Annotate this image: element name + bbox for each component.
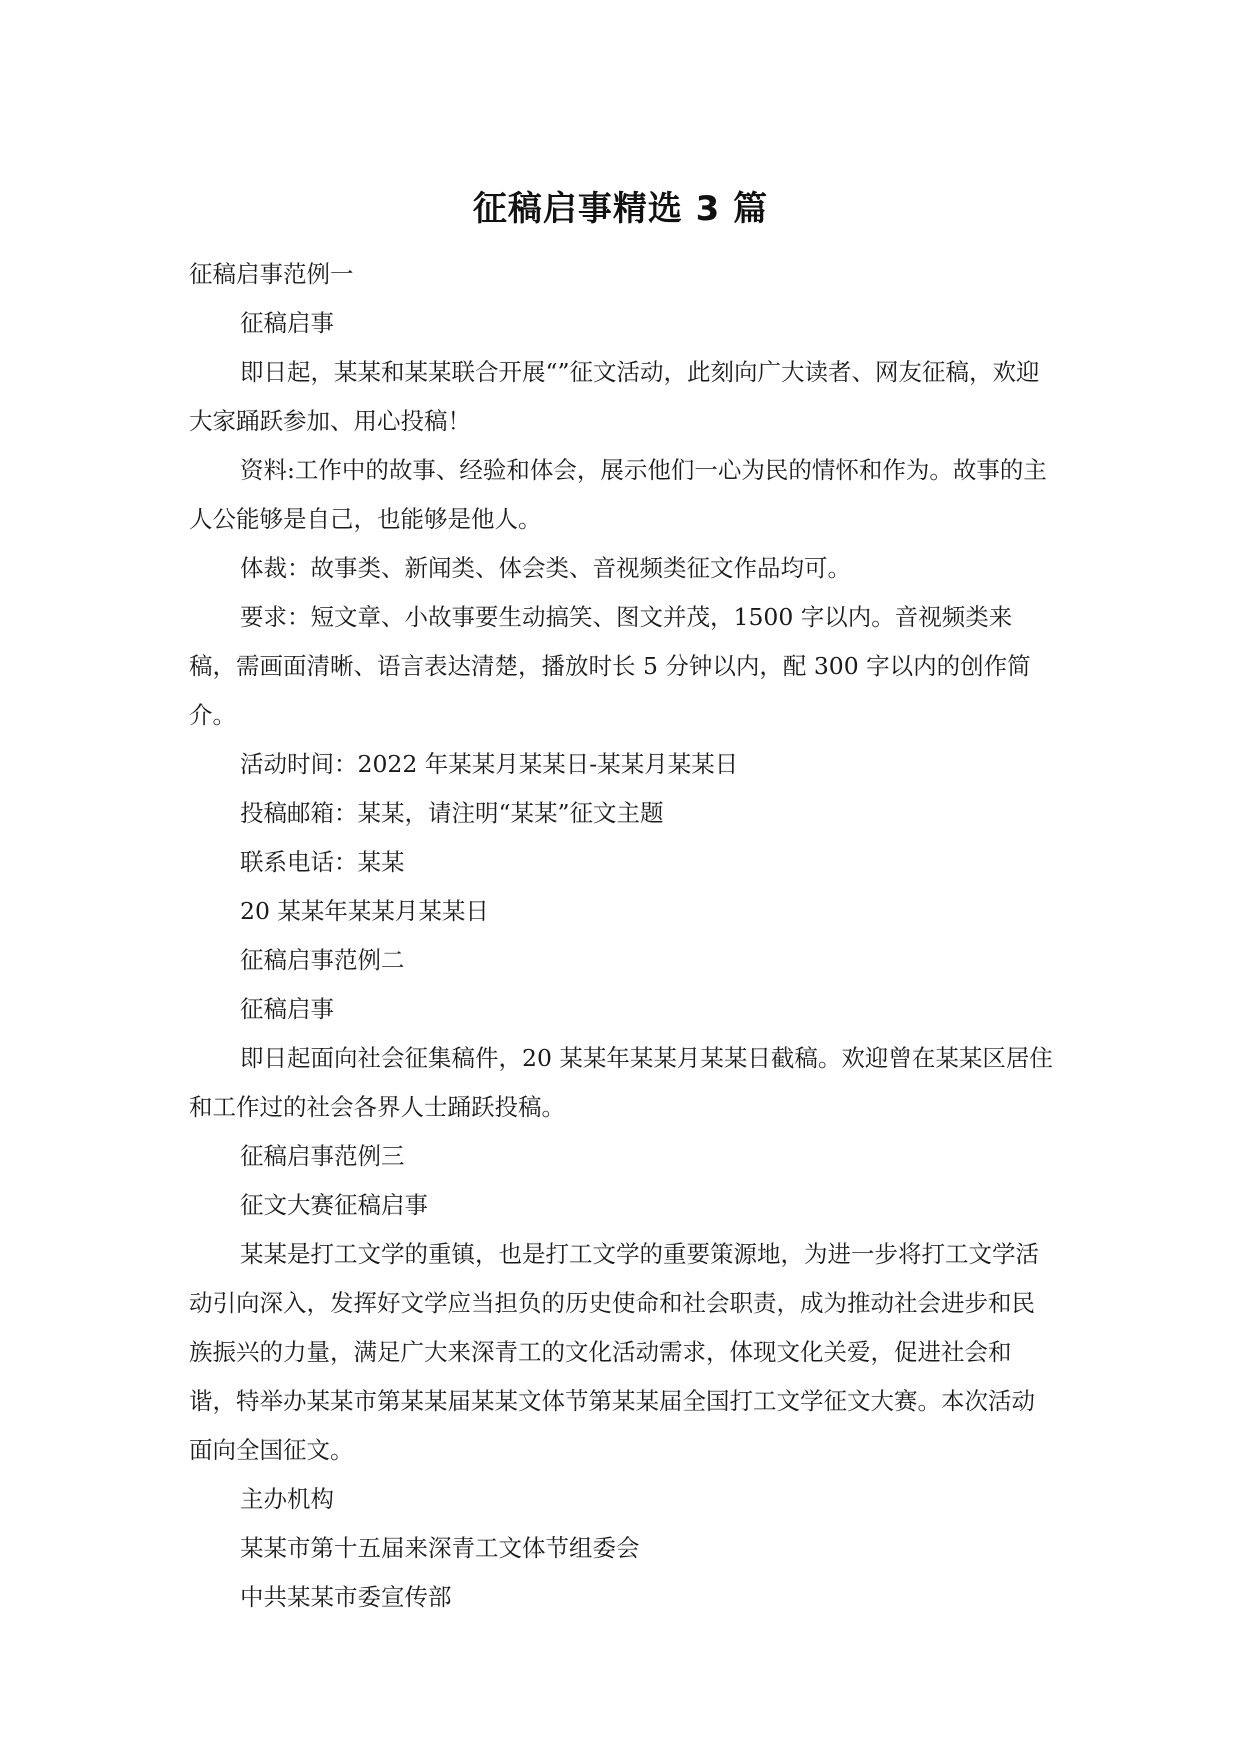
paragraph: 征稿启事范例二: [240, 946, 405, 974]
paragraph: 中共某某市委宣传部: [240, 1583, 452, 1611]
paragraph: 要求：短文章、小故事要生动搞笑、图文并茂，1500 字以内。音视频类来稿，需画面清晰、语言表达清楚，播放时长 5 分钟以内，配 300 字以内的创作简介。: [189, 603, 1031, 729]
paragraph: 即日起，某某和某某联合开展“”征文活动，此刻向广大读者、网友征稿，欢迎大家踊跃参加、用心投稿！: [189, 358, 1040, 435]
paragraph: 联系电话：某某: [240, 848, 405, 876]
paragraph: 即日起面向社会征集稿件，20 某某年某某月某某日截稿。欢迎曾在某某区居住和工作过的社会各界人士踊跃投稿。: [189, 1044, 1053, 1121]
paragraph: 活动时间：2022 年某某月某某日-某某月某某日: [240, 750, 739, 778]
paragraph: 某某是打工文学的重镇，也是打工文学的重要策源地，为进一步将打工文学活动引向深入，发挥好文学应当担负的历史使命和社会职责，成为推动社会进步和民族振兴的力量，满足广大来深青工的文化活动需求，体现文化关爱，促进社会和谐，特举办某某市第某某届某某文体节第某某届全国打工文学征文大赛。本次活动面向全国征文。: [189, 1240, 1039, 1464]
paragraph: 征稿启事范例三: [240, 1142, 405, 1170]
paragraph: 征稿启事范例一: [189, 260, 354, 288]
document-title: 征稿启事精选 3 篇: [472, 189, 769, 229]
paragraph: 征稿启事: [240, 309, 334, 337]
paragraph: 体裁：故事类、新闻类、体会类、音视频类征文作品均可。: [240, 554, 851, 582]
paragraph: 投稿邮箱：某某，请注明“某某”征文主题: [240, 799, 664, 827]
paragraph: 资料:工作中的故事、经验和体会，展示他们一心为民的情怀和作为。故事的主人公能够是自己，也能够是他人。: [189, 456, 1047, 533]
paragraph: 主办机构: [240, 1485, 334, 1513]
paragraph: 某某市第十五届来深青工文体节组委会: [240, 1534, 640, 1562]
paragraph: 20 某某年某某月某某日: [240, 897, 489, 925]
document-body: [189, 250, 1053, 1622]
paragraph: 征稿启事: [240, 995, 334, 1023]
paragraph: 征文大赛征稿启事: [240, 1191, 428, 1219]
